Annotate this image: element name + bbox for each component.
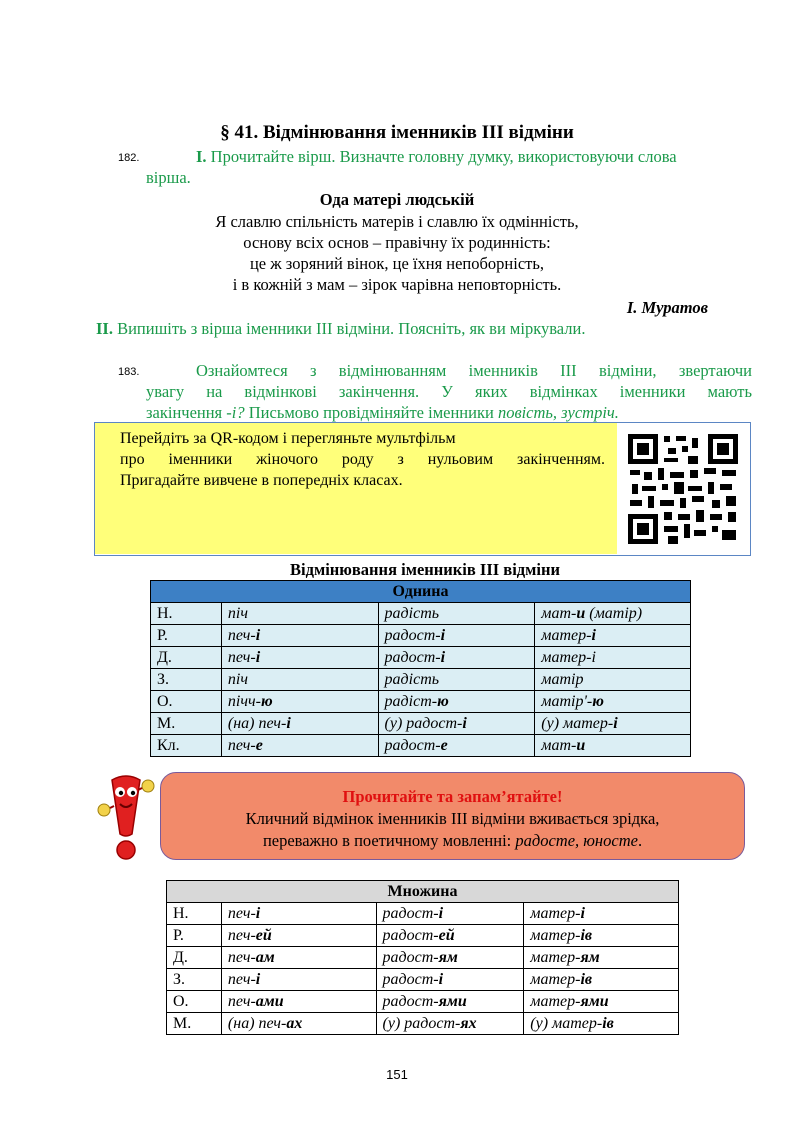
form-cell: печ-і [221, 903, 376, 925]
form-cell: матер-і [535, 625, 691, 647]
exclamation-mascot-icon [96, 772, 156, 862]
case-label: Н. [151, 603, 222, 625]
case-label: Кл. [151, 735, 222, 757]
form-cell: радост-е [378, 735, 535, 757]
qr-info-line: Пригадайте вивчене в попередніх класах. [120, 472, 403, 489]
exercise-182-task-line2: вірша. [146, 168, 191, 187]
plural-table-body [167, 903, 679, 1035]
form-cell: печ-і [221, 625, 378, 647]
form-cell: матер-ів [524, 925, 679, 947]
section-title: § 41. Відмінювання іменників ІІІ відміни [220, 122, 574, 143]
form-cell: радост-ям [376, 947, 524, 969]
table-row [167, 1013, 679, 1035]
plural-header: Множина [167, 881, 679, 903]
form-cell: піч [221, 669, 378, 691]
form-cell: радост-і [376, 903, 524, 925]
form-cell: печ-і [221, 647, 378, 669]
case-label: М. [151, 713, 222, 735]
callout-heading: Прочитайте та запам’ятайте! [342, 787, 563, 806]
form-cell: мат-и [535, 735, 691, 757]
table-row [167, 991, 679, 1013]
table-row [151, 735, 691, 757]
exercise-183-number: 183. [118, 366, 140, 378]
singular-table [150, 580, 691, 757]
form-cell: пічч-ю [221, 691, 378, 713]
form-cell: печ-ей [221, 925, 376, 947]
form-cell: радост-і [378, 647, 535, 669]
form-cell: радість [378, 603, 535, 625]
exercise-182-part2 [96, 318, 756, 339]
form-cell: (у) матер-і [535, 713, 691, 735]
case-label: Р. [167, 925, 222, 947]
poem-author: І. Муратов [626, 298, 708, 317]
table-row [167, 947, 679, 969]
case-label: О. [151, 691, 222, 713]
form-cell: мат-и (матір) [535, 603, 691, 625]
form-cell: (у) радост-ях [376, 1013, 524, 1035]
callout-line1: Кличний відмінок іменників ІІІ відміни вживається зрідка, [245, 809, 660, 828]
exercise-182-part2-text: Випишіть з вірша іменники ІІІ відміни. Поясніть, як ви міркували. [117, 319, 586, 338]
exercise-182-number: 182. [118, 152, 140, 164]
form-cell: матір [535, 669, 691, 691]
form-cell: радост-і [376, 969, 524, 991]
case-label: Д. [167, 947, 222, 969]
form-cell: радост-ями [376, 991, 524, 1013]
singular-table-body [151, 603, 691, 757]
poem-line: основу всіх основ – правічну їх родинність: [243, 233, 551, 252]
poem-line: і в кожній з мам – зірок чарівна неповторність. [232, 275, 562, 294]
case-label: О. [167, 991, 222, 1013]
form-cell: печ-ам [221, 947, 376, 969]
page-number: 151 [386, 1067, 408, 1082]
qr-code-icon[interactable] [628, 434, 738, 544]
table-row [151, 713, 691, 735]
exercise-182-task [196, 146, 756, 167]
qr-info-line: Перейдіть за QR-кодом і перегляньте мультфільм [120, 430, 456, 447]
table-row [167, 903, 679, 925]
form-cell: (на) печ-ах [221, 1013, 376, 1035]
qr-info-line: про іменники жіночого роду з нульовим закінченням. [120, 451, 605, 468]
exercise-183-line1: Ознайомтеся з відмінюванням іменників ІІІ відміни, звертаючи [196, 361, 752, 380]
form-cell: печ-е [221, 735, 378, 757]
callout-text [160, 786, 745, 852]
plural-table [166, 880, 679, 1035]
form-cell: радост-і [378, 625, 535, 647]
form-cell: (на) печ-і [221, 713, 378, 735]
table-row [151, 691, 691, 713]
form-cell: матер-і [535, 647, 691, 669]
qr-info-text [120, 428, 605, 491]
case-label: Н. [167, 903, 222, 925]
poem-line: це ж зоряний вінок, це їхня непоборність, [249, 254, 545, 273]
exercise-183-line2: увагу на відмінкові закінчення. У яких відмінках іменники мають [146, 382, 752, 401]
table-row [151, 603, 691, 625]
case-label: Д. [151, 647, 222, 669]
form-cell: матер-ям [524, 947, 679, 969]
form-cell: матер-ів [524, 969, 679, 991]
table-row [167, 969, 679, 991]
exercise-182-part2-roman: ІІ. [96, 319, 113, 338]
form-cell: матір'-ю [535, 691, 691, 713]
form-cell: (у) матер-ів [524, 1013, 679, 1035]
table-row [167, 925, 679, 947]
case-label: Р. [151, 625, 222, 647]
form-cell: радост-ей [376, 925, 524, 947]
table-title: Відмінювання іменників ІІІ відміни [290, 560, 560, 579]
exercise-182-task-line1: Прочитайте вірш. Визначте головну думку, використовуючи слова [210, 147, 677, 166]
poem-line: Я славлю спільність матерів і славлю їх одмінність, [215, 212, 579, 231]
form-cell: радіст-ю [378, 691, 535, 713]
case-label: З. [151, 669, 222, 691]
form-cell: піч [221, 603, 378, 625]
form-cell: печ-і [221, 969, 376, 991]
exercise-182-roman: І. [196, 147, 207, 166]
case-label: З. [167, 969, 222, 991]
exercise-183-line3: закінчення -і? Письмово провідміняйте іменники повість, зустріч. [146, 403, 619, 422]
form-cell: матер-ями [524, 991, 679, 1013]
callout-line2: переважно в поетичному мовленні: радосте, юносте. [262, 831, 643, 850]
form-cell: (у) радост-і [378, 713, 535, 735]
table-row [151, 669, 691, 691]
form-cell: печ-ами [221, 991, 376, 1013]
poem-title: Ода матері людській [319, 190, 475, 209]
table-row [151, 625, 691, 647]
form-cell: радість [378, 669, 535, 691]
form-cell: матер-і [524, 903, 679, 925]
table-row [151, 647, 691, 669]
singular-header: Однина [151, 581, 691, 603]
case-label: М. [167, 1013, 222, 1035]
